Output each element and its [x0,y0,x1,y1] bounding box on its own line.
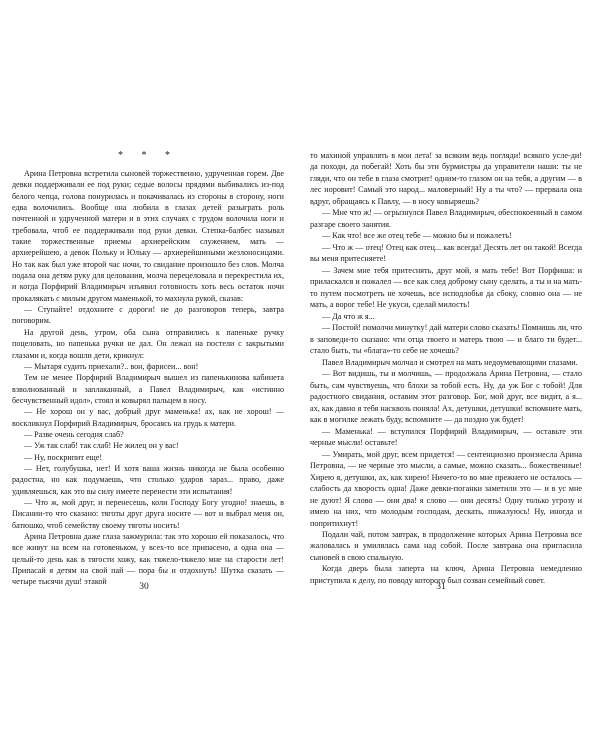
left-page-text [12,168,284,588]
paragraph: Павел Владимирыч молчал и смотрел на мать недоумевающими глазами. [322,357,578,367]
paragraph: — Маменька! — вступился Порфирий Владимирыч, — оставьте эти черные мысли! оставьте! [310,426,582,448]
paragraph: — Ну, поскрипит еще! [24,452,103,462]
paragraph: — Вот видишь, ты и молчишь, — продолжала Арина Петровна, — стало быть, сам чувствуешь, что блохи за тобой есть. Ну, да уж Бог с тобой! Для радостного свидания, оставим этот разговор. Бог, мой друг, все видит, а я... ах, как давно я тебя насквозь поняла! Ах, детушки, детушки! вспомните мать, как в могилке лежать буду, вспомните — да поздно уж будет! [310,369,582,425]
paragraph: Арина Петровна даже глаза зажмурила: так это хорошо ей показалось, что все живут на всем на готовеньком, у всех-то все припасено, а одна она — целый-то день как в тягости хожу, как тяжело-тяжело мне на старости лет! Припасай я детям на свой пай — пора бы и отдохнуть! Шутка сказать — четыре тысячи душ! этакой [12,532,284,587]
paragraph: — Постой! помолчи минутку! дай матери слово сказать! Помнишь ли, что в заповеди-то сказано: чти отца твоего и матерь твою — и благо ти будет... стало быть, ты «блага»-то себе не хочешь? [310,323,582,356]
page-number-right: 31 [436,582,446,592]
paragraph: — Мытаря судить приехали?.. вон, фарисеи... вон! [24,361,199,371]
right-page [310,150,582,590]
paragraph: — Умирать, мой друг, всем придется! — сентенциозно произнесла Арина Петровна, — не черные это мысли, а самые, можно сказать... божественные! Хирею я, детушки, ах, как хирею! Ничего-то во мне прежнего не осталось — слабость да хворость одна! Даже девки-поганки заметили это — и в ус мне не дуют! Я слово — они два! я слово — они десять! Одну только угрозу и имею на них, что молодым господам, дескать, пожалуюсь! Ну, иногда и попритихнут! [310,449,582,528]
page-number-left: 30 [139,582,149,592]
paragraph: — Зачем мне тебя притеснять, друг мой, я мать тебе! Вот Порфиша: и приласкался и пожалел — все как след доброму сыну сделать, а ты и на мать-то путем посмотреть не хочешь, все исподлобья да сбоку, словно она — не мать, а ворог тебе! Не укуси, сделай милость! [310,265,582,310]
paragraph: — Разве очень сегодня слаб? [24,429,124,439]
right-page-text [310,150,582,586]
paragraph: Подали чай, потом завтрак, в продолжение которых Арина Петровна все жаловалась и умилялась сама над собой. После завтрака она пригласила сыновей в свою спальную. [310,529,582,562]
paragraph: — Мне что ж! — огрызнулся Павел Владимирыч, обеспокоенный в самом разгаре своего занятия. [310,208,582,229]
paragraph: — Да что ж я... [322,311,375,321]
paragraph: — Нет, голубушка, нет! И хотя ваша жизнь никогда не была особенно радостна, но как подумаешь, что столько ударов зараз... право, даже удивляешься, как это вы силу имеете перенести эти испытания! [12,463,284,496]
left-page [12,150,284,590]
paragraph: — Не хорош он у вас, добрый друг маменька! ах, как не хорош! — воскликнул Порфирий Владимирыч, бросаясь на грудь к матери. [12,407,284,428]
paragraph: Арина Петровна встретила сыновей торжественно, удрученная горем. Две девки поддерживали ее под руки; седые волосы прядями выбивались из-под белого чепца, голова понурилась и покачивалась из стороны в сторону, ноги едва волочились. Вообще она любила в глазах детей разыграть роль почтенной и удрученной матери и в этих случаях с трудом волочила ноги и требовала, чтоб ее поддерживали под руки девки. Степка-балбес называл такие торжественные приемы архиерейским служением, мать — архиерейшею, а девок Польку и Юльку — архиерейшиными жезлоносицами. Но так как был уже второй час ночи, то свидание произошло без слов. Молча подала она детям руку для целования, молча перецеловала и перекрестила их, и когда Порфирий Владимирыч изъявил готовность хоть весь остаток ночи прокалякать с милым другом маменькой, то махнула рукой, сказав: [12,169,284,303]
paragraph: то махиной управлять в мои лета! за всяким ведь погляди! всякого усле-ди! да походи, да побегай! Хоть бы эти бурмистры да управители наши: ты не гляди, что он тебе в глаза смотрит! одним-то глазом он на тебя, а другим — в лес норовит! Самый это народ... маловерный! Ну а ты что? — прервала она вдруг, обращаясь к Павлу, — в носу ковыряешь? [310,151,582,206]
paragraph: — Что ж, мой друг, и перенесешь, коли Господу Богу угодно! знаешь, в Писании-то что сказано: тяготы друг друга носите — вот и выбрал меня он, батюшко, чтоб семейству своему тяготы носить! [12,497,284,530]
section-ornament: * * * [118,150,178,161]
paragraph: — Уж так слаб! так слаб! Не жилец он у вас! [24,441,179,451]
paragraph: — Как что! все же отец тебе — можно бы и пожалеть! [322,231,512,241]
paragraph: — Что ж — отец! Отец как отец... как всегда! Десять лет он такой! Всегда вы меня притесняете! [310,242,582,264]
paragraph: — Ступайте! отдохните с дороги! не до разговоров теперь, завтра поговорим. [12,305,284,326]
paragraph: Тем не менее Порфирий Владимирыч вышел из папенькинова кабинета взволнованный и заплаканный, а Павел Владимирыч, как «истинно бесчувственный идол», стоял и ковырял пальцем в носу. [12,373,284,405]
paragraph: На другой день, утром, оба сына отправились к папеньке ручку поцеловать, но папенька ручки не дал. Он лежал на постели с закрытыми глазами и, когда вошли дети, крикнул: [12,327,284,360]
paragraph: Когда дверь была заперта на ключ, Арина Петровна немедленно приступила к делу, по поводу которого был созван семейный совет. [310,564,582,585]
